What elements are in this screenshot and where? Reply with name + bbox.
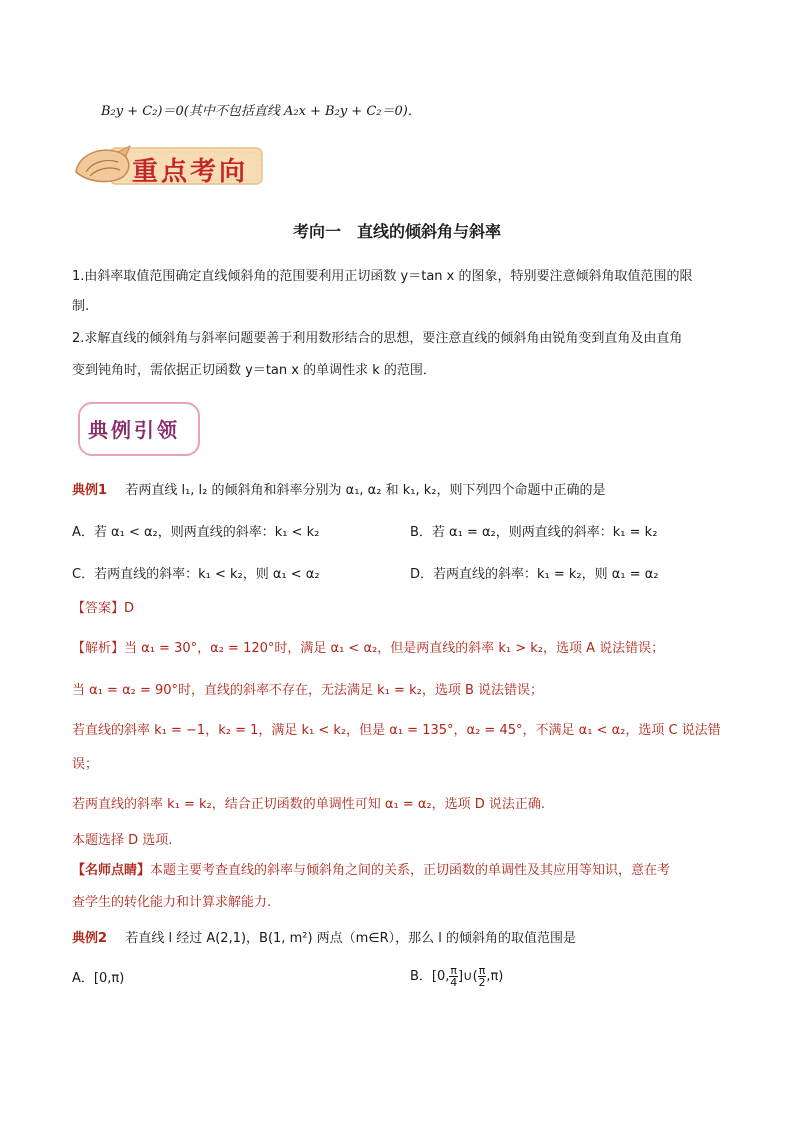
example1-analysis-row1 xyxy=(72,640,664,658)
option-b-suffix: ,π) xyxy=(486,969,504,984)
example1-label: 典例1 xyxy=(72,483,108,498)
conch-shell-icon xyxy=(72,142,136,188)
analysis-line3b: 误； xyxy=(72,757,99,772)
example2-option-b xyxy=(410,962,503,992)
example1-conclusion: 本题选择 D 选项. xyxy=(72,833,173,848)
tip2-line2: 变到钝角时，需依据正切函数 y＝tan x 的单调性求 k 的范围． xyxy=(72,363,436,378)
teacher-note-line2: 查学生的转化能力和计算求解能力. xyxy=(72,895,272,910)
banner-title: 重点考向 xyxy=(132,157,249,187)
fraction1-denominator: 4 xyxy=(450,976,458,989)
dianli-title: 典例引领 xyxy=(88,418,180,442)
analysis-line1: 当 α₁ = 30°，α₂ = 120°时，满足 α₁ < α₂，但是两直线的斜率 k₁ > k₂，选项 A 说法错误； xyxy=(124,641,665,656)
option-b-union: ]∪( xyxy=(458,969,478,984)
example1-stem: 若两直线 l₁, l₂ 的倾斜角和斜率分别为 α₁, α₂ 和 k₁, k₂，则下列四个命题中正确的是 xyxy=(125,483,606,498)
teacher-note-label: 【名师点睛】 xyxy=(72,863,151,878)
example2-option-a: A．[0,π) xyxy=(72,971,125,986)
option-b-prefix: B．[0, xyxy=(410,969,450,984)
teacher-note-row1 xyxy=(72,862,670,880)
example1-option-c: C．若两直线的斜率：k₁ < k₂，则 α₁ < α₂ xyxy=(72,567,320,582)
continuation-line: B₂y + C₂)＝0(其中不包括直线 A₂x + B₂y + C₂＝0)． xyxy=(101,104,421,119)
fraction2-denominator: 2 xyxy=(478,976,486,989)
example2-label: 典例2 xyxy=(72,931,108,946)
analysis-line4: 若两直线的斜率 k₁ = k₂，结合正切函数的单调性可知 α₁ = α₂，选项 D 说法正确. xyxy=(72,797,546,812)
fraction2-numerator: π xyxy=(478,964,486,977)
tip1-line2: 制. xyxy=(72,299,90,314)
analysis-label: 【解析】 xyxy=(72,641,125,656)
teacher-note-line1: 本题主要考查直线的斜率与倾斜角之间的关系，正切函数的单调性及其应用等知识，意在考 xyxy=(150,863,671,878)
section-title: 考向一 直线的倾斜角与斜率 xyxy=(292,222,501,241)
analysis-line3a: 若直线的斜率 k₁ = −1，k₂ = 1，满足 k₁ < k₂，但是 α₁ = 135°，α₂ = 45°，不满足 α₁ < α₂，选项 C 说法错 xyxy=(72,723,721,738)
fraction-pi-over-4 xyxy=(449,965,458,988)
example1-option-a: A．若 α₁ < α₂，则两直线的斜率：k₁ < k₂ xyxy=(72,525,320,540)
example1-stem-row xyxy=(72,482,605,500)
example2-stem-row xyxy=(72,930,576,948)
analysis-line2: 当 α₁ = α₂ = 90°时，直线的斜率不存在，无法满足 k₁ = k₂，选项 B 说法错误； xyxy=(72,683,544,698)
example1-answer: 【答案】D xyxy=(72,601,135,616)
tip1-line1: 1.由斜率取值范围确定直线倾斜角的范围要利用正切函数 y＝tan x 的图象，特别要注意倾斜角取值范围的限 xyxy=(72,269,693,284)
example1-option-b: B．若 α₁ = α₂，则两直线的斜率：k₁ = k₂ xyxy=(410,525,658,540)
example2-stem: 若直线 l 经过 A(2,1)，B(1, m²) 两点（m∈R），那么 l 的倾斜角的取值范围是 xyxy=(125,931,577,946)
tip2-line1: 2.求解直线的倾斜角与斜率问题要善于利用数形结合的思想，要注意直线的倾斜角由锐角变到直角及由直角 xyxy=(72,331,683,346)
fraction1-numerator: π xyxy=(450,964,458,977)
example1-option-d: D．若两直线的斜率：k₁ = k₂，则 α₁ = α₂ xyxy=(410,567,659,582)
